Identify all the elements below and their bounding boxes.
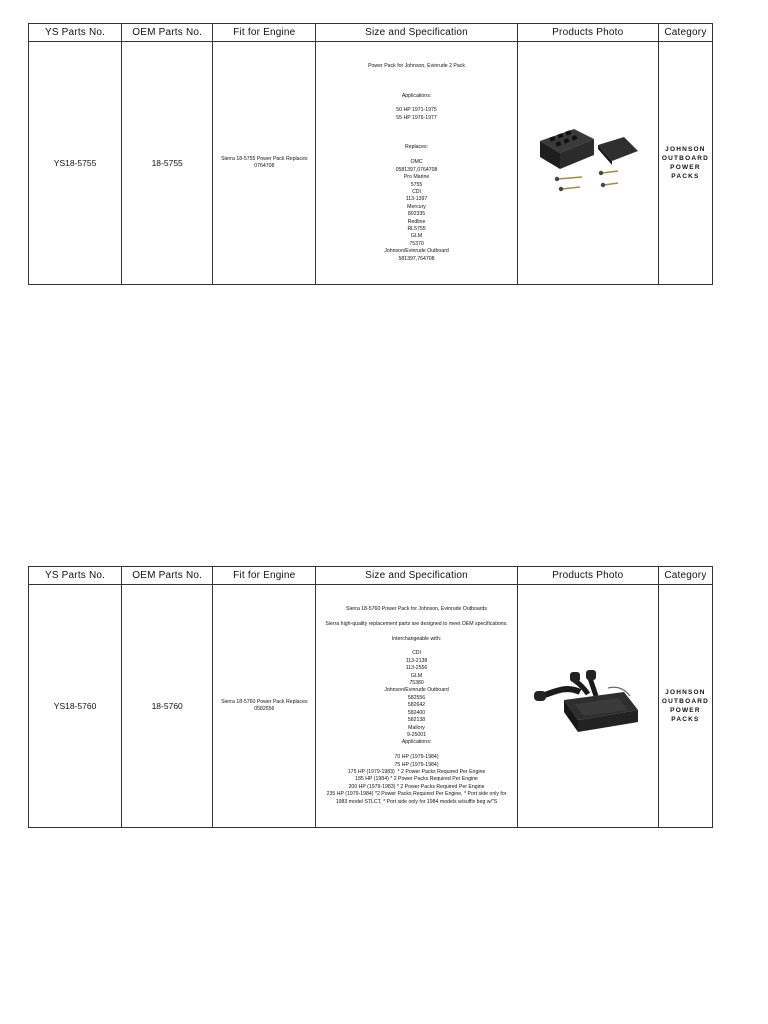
spec-line	[316, 613, 516, 620]
category-line: OUTBOARD	[661, 155, 710, 162]
spec-line: 113-2556	[405, 665, 428, 672]
spec-line: 582556	[407, 694, 426, 701]
spec-line: Applications:	[401, 739, 432, 746]
spec-line: Interchangeable with:	[391, 635, 442, 642]
header-oem-parts-no: OEM Parts No.	[122, 24, 213, 42]
spec-line: 581397,764708	[398, 255, 435, 262]
size-and-specification	[316, 585, 517, 828]
spec-line: CDI	[412, 188, 421, 195]
spec-line	[316, 152, 516, 159]
spec-line: 0581397,0764708	[395, 166, 438, 173]
header-size-and-specification: Size and Specification	[316, 567, 517, 585]
category-line: POWER	[670, 164, 701, 171]
table-row	[29, 585, 713, 828]
spec-line: 185 HP (1984) * 2 Power Packs Required Per Engine	[355, 776, 478, 783]
spec-line: Replaces:	[404, 144, 429, 151]
spec-line	[316, 85, 516, 92]
spec-line: 582138	[407, 717, 426, 724]
spec-line: 200 HP (1979-1983) * 2 Power Packs Required Per Engine	[348, 783, 485, 790]
spec-line: GLM	[410, 233, 423, 240]
product-photo	[517, 585, 658, 828]
spec-line: Sierra 18-5760 Power Pack for Johnson, Evinrude Outboards	[346, 606, 488, 613]
spec-line: 175 HP (1979-1983) * 2 Power Packs Required Per Engine	[347, 768, 486, 775]
table-row	[29, 42, 713, 285]
spec-line: GLM	[410, 672, 423, 679]
spec-line: 5755	[410, 181, 423, 188]
spec-line	[316, 137, 516, 144]
header-fit-for-engine: Fit for Engine	[213, 567, 316, 585]
header-size-and-specification: Size and Specification	[316, 24, 517, 42]
spec-line: Applications:	[401, 92, 432, 99]
spec-line: CDI	[412, 650, 421, 657]
ys-parts-no: YS18-5760	[29, 585, 122, 828]
spec-line: 1983 model STLCT, * Port side only for 1984 models w/suffix beg w/"S	[335, 798, 498, 805]
parts-table-2	[28, 566, 713, 828]
header-category: Category	[658, 567, 712, 585]
table-header-row	[29, 567, 713, 585]
category-line: PACKS	[671, 716, 700, 723]
spec-line: 235 HP (1979-1984) *2 Power Packs Required Per Engine, * Port side only for	[326, 791, 507, 798]
category-line: OUTBOARD	[661, 698, 710, 705]
category-line: POWER	[670, 707, 701, 714]
spec-line: 9-25001	[407, 731, 427, 738]
category	[658, 42, 712, 285]
spec-line: Johnson/Evinrude Outboard	[384, 248, 449, 255]
parts-table-1	[28, 23, 713, 285]
size-and-specification	[316, 42, 517, 285]
spec-line: Power Pack for Johnson, Evinrude 2 Pack	[368, 63, 465, 70]
power-pack-photo-icon	[532, 123, 644, 203]
header-products-photo: Products Photo	[517, 567, 658, 585]
header-fit-for-engine: Fit for Engine	[213, 24, 316, 42]
spec-line	[316, 643, 516, 650]
category-line: JOHNSON	[665, 689, 706, 696]
spec-line: Redline	[407, 218, 426, 225]
spec-line: Pro Marine	[403, 174, 430, 181]
spec-line: Sierra high-quality replacement parts are designed to meet OEM specifications.	[325, 620, 508, 627]
fit-for-engine: Sierra 18-5760 Power Pack Replaces 0582556	[213, 585, 316, 828]
spec-line: Mallory	[408, 724, 425, 731]
category	[658, 585, 712, 828]
spec-line	[316, 70, 516, 77]
product-photo	[517, 42, 658, 285]
table-header-row	[29, 24, 713, 42]
header-oem-parts-no: OEM Parts No.	[122, 567, 213, 585]
spec-line	[316, 130, 516, 137]
spec-line: 75 HP (1979-1984)	[394, 761, 439, 768]
fit-for-engine: Sierra 18-5755 Power Pack Replaces 0764708	[213, 42, 316, 285]
header-ys-parts-no: YS Parts No.	[29, 24, 122, 42]
oem-parts-no: 18-5755	[122, 42, 213, 285]
spec-line: 582400	[407, 709, 426, 716]
spec-line: 802335	[407, 211, 426, 218]
spec-line: 75380	[409, 680, 424, 687]
spec-line: Johnson/Evinrude Outboard	[384, 687, 449, 694]
category-line: JOHNSON	[665, 146, 706, 153]
spec-line: 113-1397	[405, 196, 428, 203]
ys-parts-no: YS18-5755	[29, 42, 122, 285]
oem-parts-no: 18-5760	[122, 585, 213, 828]
spec-line	[316, 122, 516, 129]
spec-line: 55 HP 1976-1977	[396, 114, 437, 121]
spec-line: 70 HP (1979-1984)	[394, 754, 439, 761]
spec-line	[316, 747, 516, 754]
spec-line: OMC	[410, 159, 423, 166]
spec-line	[316, 78, 516, 85]
spec-line: RL5755	[407, 225, 426, 232]
power-pack-photo-icon	[528, 666, 648, 746]
spec-line	[316, 100, 516, 107]
header-ys-parts-no: YS Parts No.	[29, 567, 122, 585]
header-products-photo: Products Photo	[517, 24, 658, 42]
spec-line: Mercury	[407, 203, 426, 210]
spec-line: 50 HP 1971-1975	[396, 107, 437, 114]
spec-line: 75370	[409, 240, 424, 247]
spec-line	[316, 628, 516, 635]
spec-line: 582642	[407, 702, 426, 709]
header-category: Category	[658, 24, 712, 42]
spec-line: 113-2138	[405, 657, 428, 664]
category-line: PACKS	[671, 173, 700, 180]
